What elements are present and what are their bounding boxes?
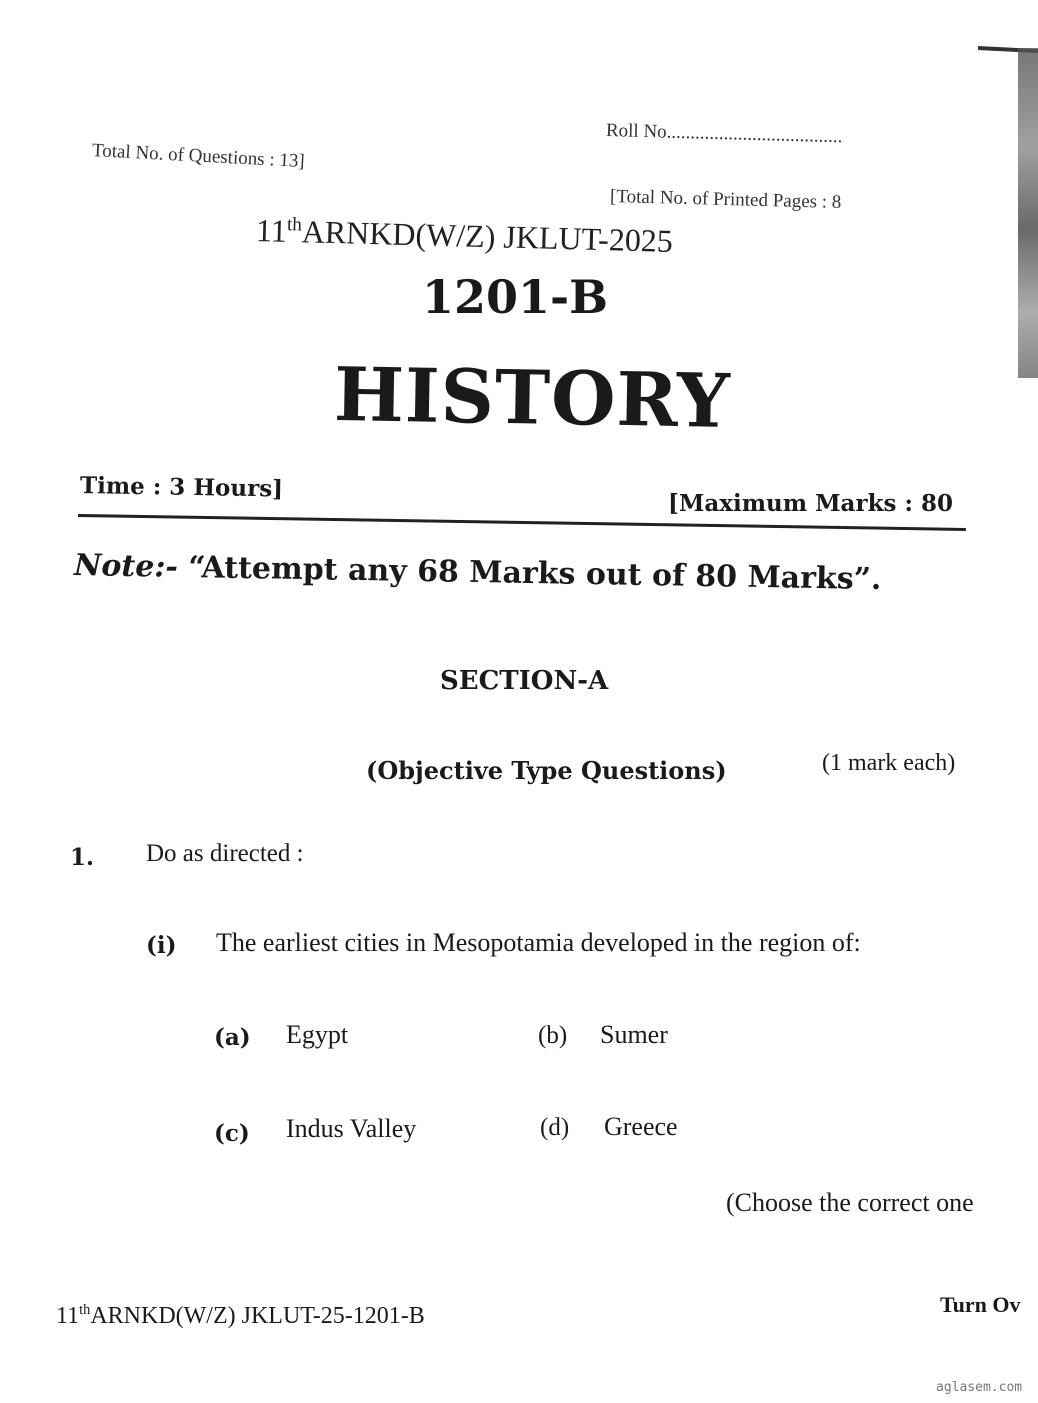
- question-number: 1.: [70, 844, 95, 871]
- option-a-text: Egypt: [286, 1020, 349, 1049]
- section-title: SECTION-A: [440, 666, 609, 696]
- roll-no: Roll No.....................................: [605, 120, 843, 148]
- option-a-label: (a): [214, 1024, 251, 1051]
- subject-title: HISTORY: [333, 352, 732, 445]
- watermark: aglasem.com: [936, 1380, 1023, 1395]
- exam-header: 11thARNKD(W/Z) JKLUT-2025: [255, 212, 674, 259]
- total-questions: Total No. of Questions : 13]: [91, 140, 306, 173]
- option-d-label: (d): [540, 1114, 570, 1141]
- page-edge-shadow: [978, 0, 1038, 380]
- option-c-text: Indus Valley: [286, 1114, 417, 1143]
- option-b-label: (b): [538, 1022, 568, 1049]
- option-d-text: Greece: [604, 1112, 678, 1141]
- question-instruction: Do as directed :: [146, 840, 304, 867]
- max-marks: [Maximum Marks : 80: [668, 490, 953, 517]
- option-c-label: (c): [214, 1120, 250, 1147]
- note-text: “Attempt any 68 Marks out of 80 Marks”.: [188, 549, 882, 598]
- note-label: Note:-: [73, 548, 179, 585]
- footer-code: 11thARNKD(W/Z) JKLUT-25-1201-B: [56, 1302, 425, 1329]
- paper-code: 1201-B: [422, 270, 608, 324]
- answer-direction: (Choose the correct one: [726, 1188, 974, 1217]
- section-marks: (1 mark each): [822, 750, 956, 776]
- time-limit: Time : 3 Hours]: [79, 472, 284, 503]
- option-b-text: Sumer: [600, 1020, 668, 1049]
- note: [74, 548, 882, 597]
- printed-pages: [Total No. of Printed Pages : 8: [609, 186, 842, 214]
- sub-question-number: (i): [146, 932, 177, 959]
- turn-over: Turn Ov: [940, 1292, 1021, 1317]
- section-subtitle: (Objective Type Questions): [366, 756, 727, 785]
- sub-question-text: The earliest cities in Mesopotamia developed in the region of:: [216, 928, 861, 957]
